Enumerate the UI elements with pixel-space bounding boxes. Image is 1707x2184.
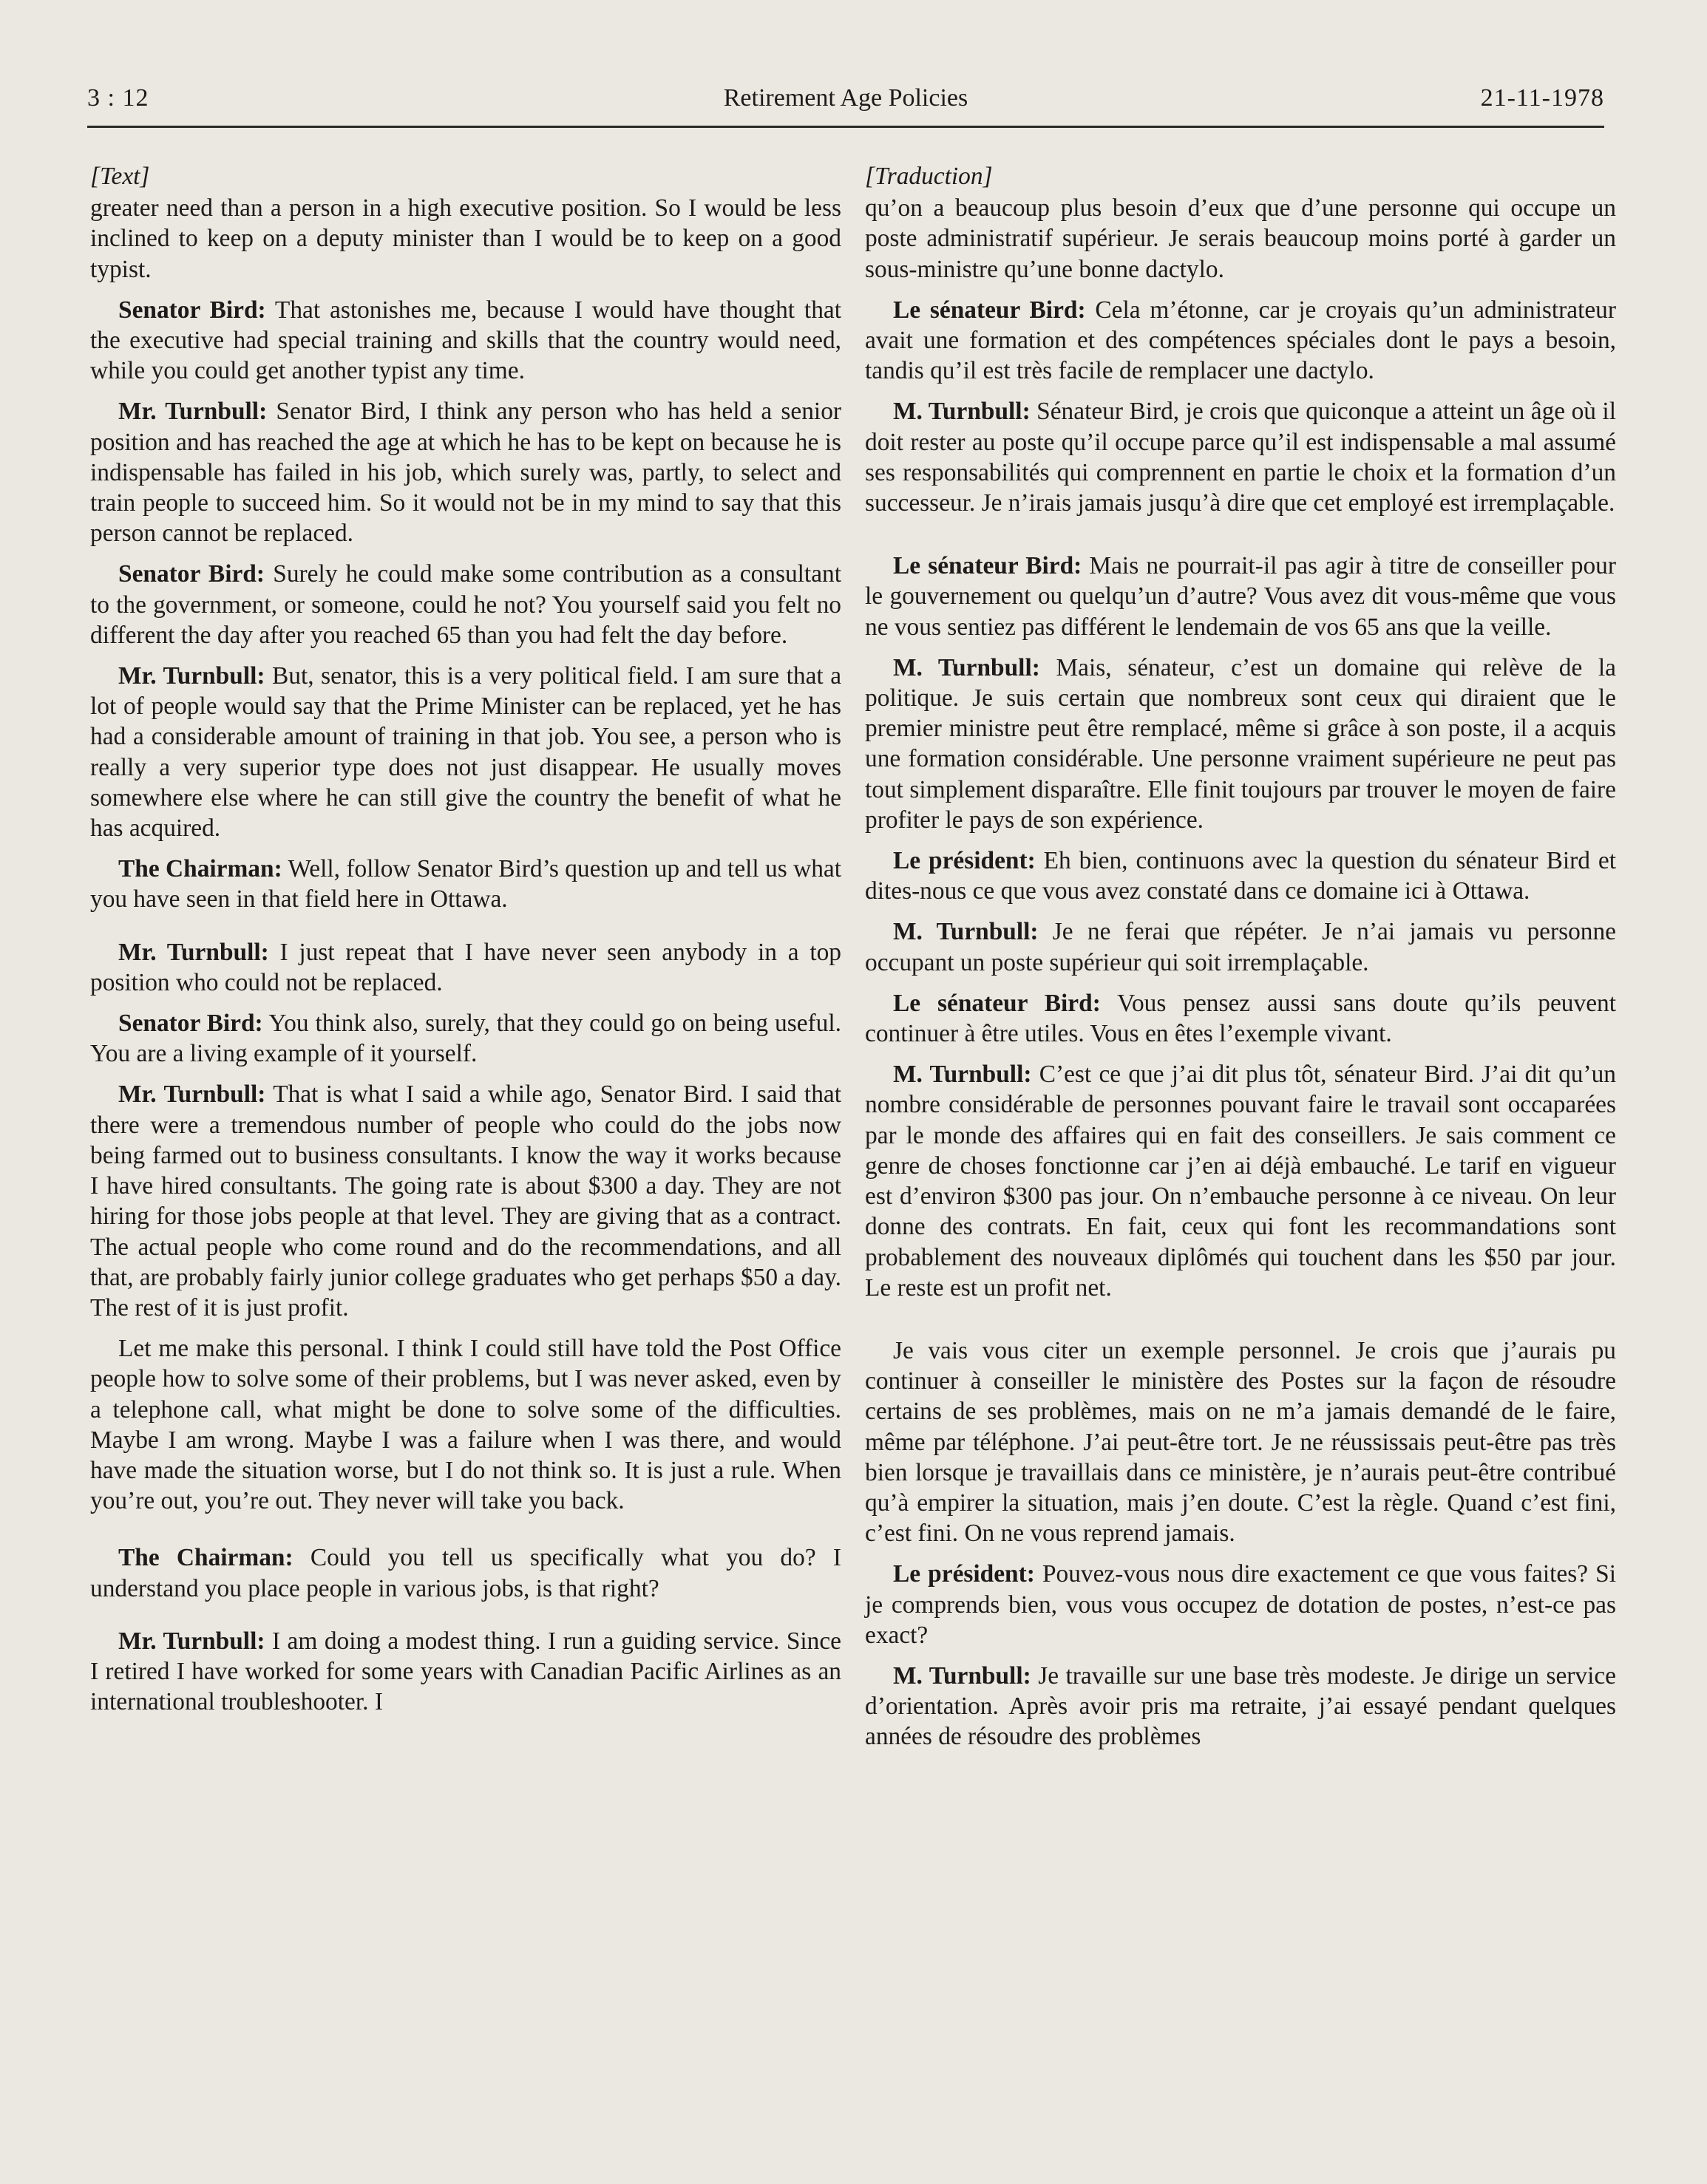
paragraph-text: That is what I said a while ago, Senator Bird. I said that there were a tremendous number of people who could do the jobs now being farmed out to business consultants. I know the way it works because I have hired consultants. The going rate is about $300 a day. They are not hiring for those jobs people at that level. They are giving that as a contract. The actual people who come round and do the recommendations, and all that, are probably fairly junior college graduates who get perhaps $50 a day. The rest of it is just profit.	[90, 1081, 842, 1321]
speaker-name: Senator Bird:	[118, 560, 265, 588]
paragraph-text: Pouvez-vous nous dire exactement ce que vous faites? Si je comprends bien, vous vous occupez de dotation de postes, n’est-ce pas exact?	[865, 1560, 1616, 1649]
language-tag: [Traduction]	[865, 163, 993, 190]
paragraph-text: Mais ne pourrait-il pas agir à titre de conseiller pour le gouvernement ou quelqu’un d’autre? Vous avez dit vous-même que vous ne vous sentiez pas différent le lendemain de vos 65 ans que la veille.	[865, 552, 1616, 641]
document-date: 21-11-1978	[1480, 84, 1604, 112]
paragraph	[90, 1626, 841, 1718]
speaker-name: Mr. Turnbull:	[118, 938, 269, 966]
paragraph	[865, 916, 1616, 977]
document-title: Retirement Age Policies	[723, 84, 968, 112]
speaker-name: M. Turnbull:	[893, 1661, 1031, 1690]
speaker-name: Senator Bird:	[118, 1010, 263, 1038]
paragraph	[865, 1059, 1616, 1303]
paragraph-text: Mais, sénateur, c’est un domaine qui relève de la politique. Je suis certain que nombreux sont ceux qui diraient que le premier ministre peut être remplacé, même si grâce à son poste, il a acquis une formation considérable. Une personne vraiment supérieure ne peut pas tout simplement disparaître. Elle finit toujours par trouver le moyen de faire profiter le pays de son expérience.	[865, 653, 1616, 834]
paragraph-text: That astonishes me, because I would have thought that the executive had special training and skills that the country would need, while you could get another typist any time.	[90, 296, 842, 385]
speaker-name: The Chairman:	[118, 1544, 293, 1572]
paragraph-text: Could you tell us specifically what you do? I understand you place people in various jobs, is that right?	[90, 1544, 841, 1602]
paragraph	[865, 1336, 1616, 1548]
paragraph-text: Let me make this personal. I think I could still have told the Post Office people how to solve some of their problems, but I was never asked, even by a telephone call, what might be done to solve some of the difficulties. Maybe I am wrong. Maybe I was a failure when I was there, and would have made the situation worse, but I do not think so. It is just a rule. When you’re out, you’re out. They never will take you back.	[90, 1335, 841, 1515]
paragraph	[90, 1333, 841, 1516]
speaker-name: M. Turnbull:	[893, 653, 1040, 681]
english-column	[90, 161, 841, 1717]
paragraph	[865, 1559, 1616, 1650]
speaker-name: Le sénateur Bird:	[893, 296, 1086, 324]
paragraph	[865, 396, 1616, 518]
paragraph	[90, 295, 841, 387]
paragraph-text: qu’on a beaucoup plus besoin d’eux que d’une personne qui occupe un poste administratif supérieur. Je serais beaucoup moins porté à garder un sous-ministre qu’une bonne dactylo.	[865, 194, 1616, 283]
speaker-name: Mr. Turnbull:	[118, 1081, 266, 1109]
paragraph-text: Vous pensez aussi sans doute qu’ils peuvent continuer à être utiles. Vous en êtes l’exemple vivant.	[865, 989, 1616, 1048]
speaker-name: Mr. Turnbull:	[118, 398, 268, 426]
paragraph	[90, 1008, 841, 1069]
speaker-name: M. Turnbull:	[893, 918, 1039, 946]
paragraph	[865, 193, 1616, 285]
paragraph-text: But, senator, this is a very political field. I am sure that a lot of people would say that the Prime Minister can be replaced, yet he has had a considerable amount of training in that job. You see, a person who is really a very superior type does not just disappear. He usually moves somewhere else where he can still give the country the benefit of what he has acquired.	[90, 662, 842, 843]
paragraph-text: Cela m’étonne, car je croyais qu’un administrateur avait une formation et des compétences spéciales dont le pays a besoin, tandis qu’il est très facile de remplacer une dactylo.	[865, 296, 1616, 385]
speaker-name: Mr. Turnbull:	[118, 662, 265, 690]
paragraph	[865, 988, 1616, 1049]
paragraph-text: Je vais vous citer un exemple personnel. Je crois que j’aurais pu continuer à conseiller le ministère des Postes sur la façon de résoudre certains de ses problèmes, mais on ne m’a jamais demandé de le faire, même par téléphone. J’ai peut-être tort. Je ne réussissais peut-être pas très bien lorsque je travaillais dans ce ministère, je n’aurais peut-être contribué qu’à empirer la situation, mais j’en doute. C’est la règle. Quand c’est fini, c’est fini. On ne vous reprend jamais.	[865, 1336, 1616, 1548]
paragraph	[90, 854, 841, 914]
page-number: 3 : 12	[87, 84, 149, 112]
speaker-name: Le président:	[893, 1560, 1035, 1588]
speaker-name: The Chairman:	[118, 855, 282, 883]
paragraph-text: greater need than a person in a high executive position. So I would be less inclined to keep on a deputy minister than I would be to keep on a good typist.	[90, 194, 841, 283]
paragraph-text: Sénateur Bird, je crois que quiconque a atteint un âge où il doit rester au poste qu’il occupe parce qu’il est indispensable a mal assumé ses responsabilités qui comprennent en partie le choix et la formation d’un successeur. Je n’irais jamais jusqu’à dire que cet employé est irremplaçable.	[865, 398, 1616, 517]
paragraph	[865, 653, 1616, 835]
speaker-name: M. Turnbull:	[893, 398, 1031, 426]
paragraph	[865, 551, 1616, 642]
paragraph	[90, 396, 841, 548]
paragraph	[865, 1661, 1616, 1752]
speaker-name: M. Turnbull:	[893, 1061, 1032, 1089]
speaker-name: Le sénateur Bird:	[893, 552, 1082, 580]
paragraph-text: Je ne ferai que répéter. Je n’ai jamais vu personne occupant un poste supérieur qui soit irremplaçable.	[865, 918, 1617, 976]
speaker-name: Le président:	[893, 847, 1036, 875]
paragraph-text: Eh bien, continuons avec la question du sénateur Bird et dites-nous ce que vous avez constaté dans ce domaine ici à Ottawa.	[865, 847, 1616, 905]
paragraph-text: Well, follow Senator Bird’s question up and tell us what you have seen in that field here in Ottawa.	[90, 855, 842, 914]
language-tag: [Text]	[90, 163, 150, 190]
running-header	[87, 83, 1604, 128]
paragraph	[90, 937, 841, 998]
paragraph-text: I just repeat that I have never seen anybody in a top position who could not be replaced.	[90, 938, 841, 996]
paragraph	[90, 661, 841, 843]
paragraph	[865, 295, 1616, 387]
speaker-name: Mr. Turnbull:	[118, 1627, 265, 1655]
french-column	[865, 161, 1616, 1752]
speaker-name: Senator Bird:	[118, 296, 266, 324]
paragraph-text: Je travaille sur une base très modeste. Je dirige un service d’orientation. Après avoir pris ma retraite, j’ai essayé pendant quelques années de résoudre des problèmes	[865, 1661, 1616, 1751]
paragraph-text: I am doing a modest thing. I run a guiding service. Since I retired I have worked for some years with Canadian Pacific Airlines as an international troubleshooter. I	[90, 1627, 842, 1716]
paragraph	[90, 559, 841, 650]
speaker-name: Le sénateur Bird:	[893, 989, 1101, 1017]
paragraph	[90, 1079, 841, 1323]
paragraph	[865, 846, 1616, 906]
paragraph-text: C’est ce que j’ai dit plus tôt, sénateur Bird. J’ai dit qu’un nombre considérable de personnes pouvant faire le travail sont occaparées par le monde des affaires qui en fait des conseillers. Je sais comment ce genre de choses fonctionne car j’en ai déjà embauché. Le tarif en vigueur est d’environ $300 pas jour. On n’embauche personne à ce niveau. On leur donne des contrats. En fait, ceux qui font les recommandations sont probablement des nouveaux diplômés qui touchent dans les $50 par jour. Le reste est un profit net.	[865, 1061, 1616, 1302]
paragraph	[90, 193, 841, 285]
paragraph	[90, 1542, 841, 1603]
paragraph-text: Surely he could make some contribution as a consultant to the government, or someone, could he not? You yourself said you felt no different the day after you reached 65 than you had felt the day before.	[90, 560, 841, 649]
paragraph-text: You think also, surely, that they could go on being useful. You are a living example of it yourself.	[90, 1010, 841, 1068]
paragraph-text: Senator Bird, I think any person who has held a senior position and has reached the age at which he has to be kept on because he is indispensable has failed in his job, which surely was, partly, to select and train people to succeed him. So it would not be in my mind to say that this person cannot be replaced.	[90, 398, 842, 548]
